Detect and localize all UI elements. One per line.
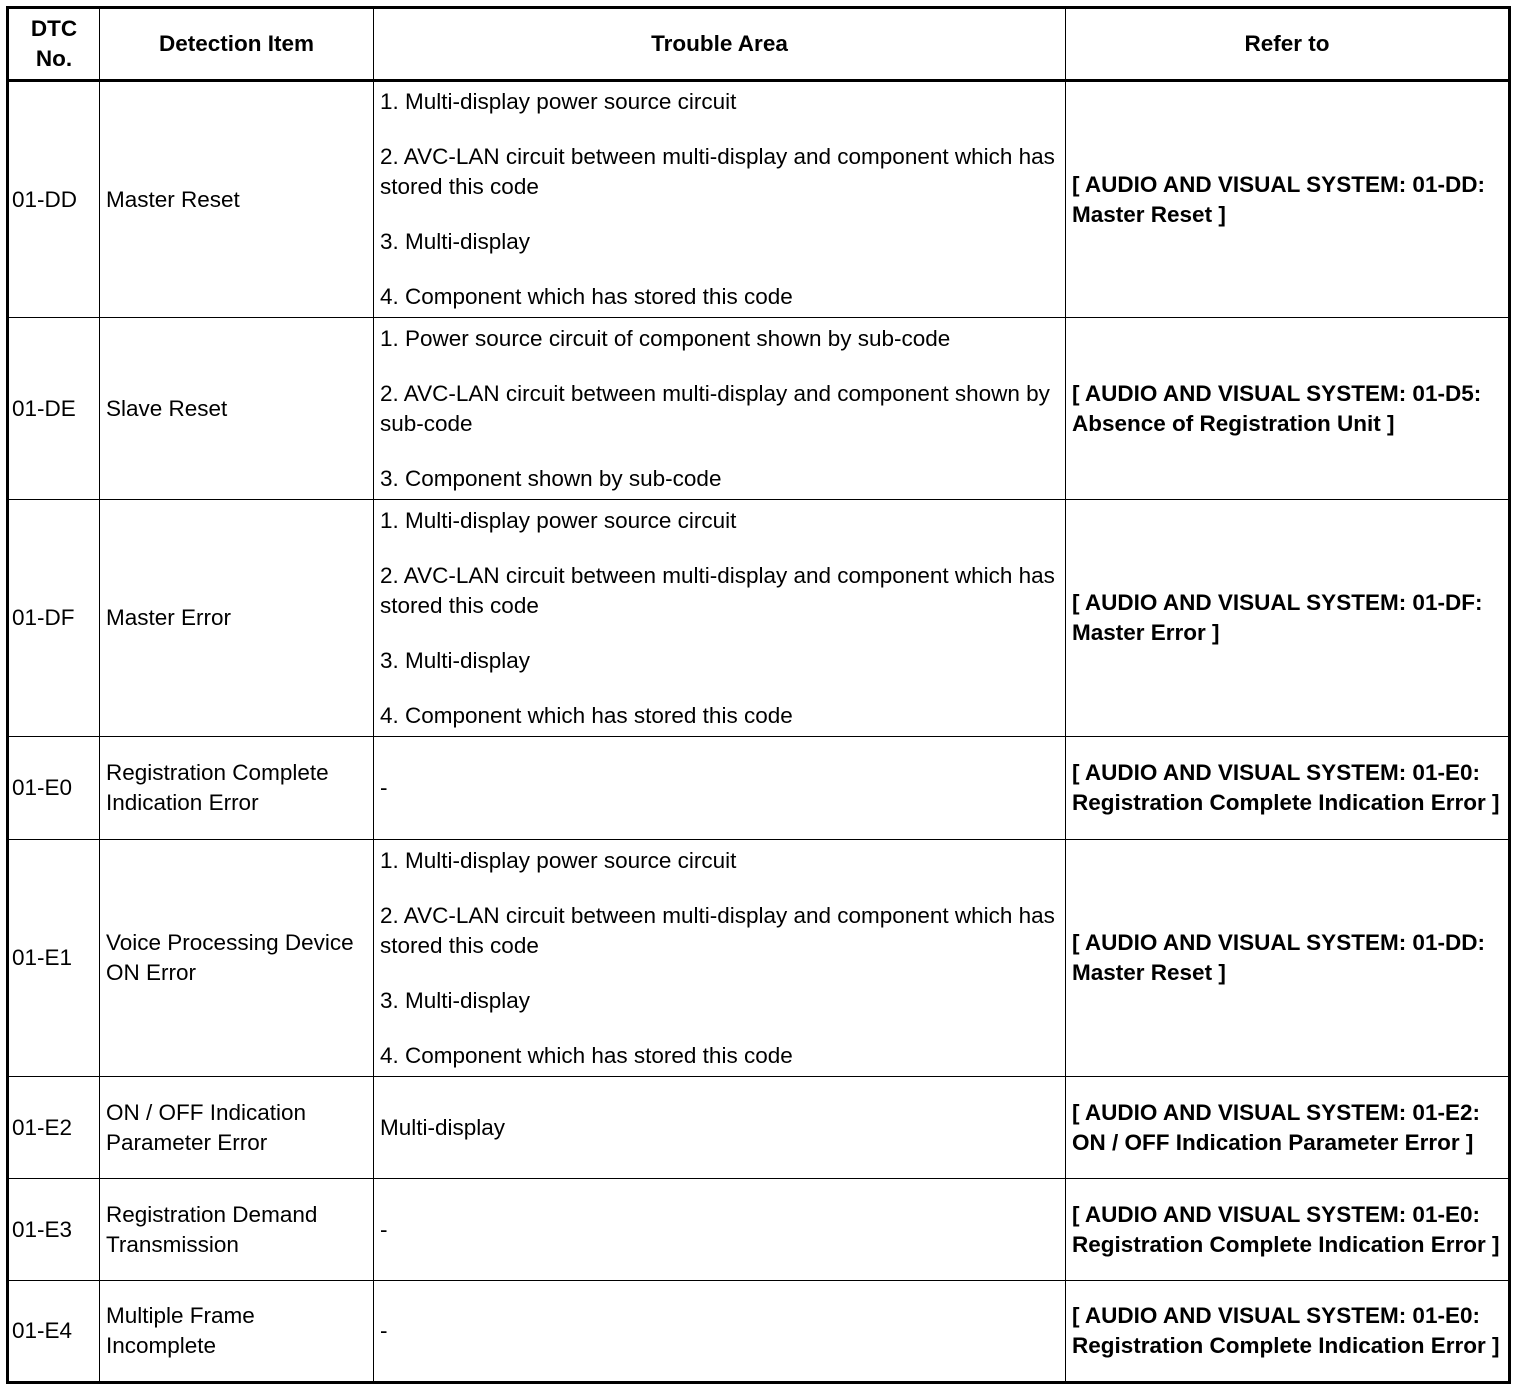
detection-item-cell: Registration Demand Transmission [100, 1179, 374, 1281]
dtc-number-cell: 01-E0 [8, 737, 100, 840]
trouble-area-item: 1. Multi-display power source circuit [380, 507, 737, 533]
detection-item-cell: ON / OFF Indication Parameter Error [100, 1077, 374, 1179]
trouble-area-item: 3. Component shown by sub-code [380, 465, 722, 491]
trouble-area-item: 4. Component which has stored this code [380, 1042, 793, 1068]
refer-to-link[interactable]: [ AUDIO AND VISUAL SYSTEM: 01-E2: ON / OFF Indication Parameter Error ] [1066, 1077, 1510, 1179]
refer-to-link[interactable]: [ AUDIO AND VISUAL SYSTEM: 01-DD: Master Reset ] [1066, 81, 1510, 318]
trouble-area-item: 4. Component which has stored this code [380, 284, 793, 309]
trouble-area-item: 1. Multi-display power source circuit [380, 89, 737, 114]
dtc-number-cell: 01-DF [8, 500, 100, 737]
detection-item-cell: Master Error [100, 500, 374, 737]
trouble-area-item: 2. AVC-LAN circuit between multi-display and component which has stored this code [380, 902, 1055, 958]
table-row [8, 500, 1510, 737]
trouble-area-item: - [380, 1216, 388, 1242]
trouble-area-item: 2. AVC-LAN circuit between multi-display and component shown by sub-code [380, 380, 1050, 436]
detection-item-cell: Master Reset [100, 81, 374, 318]
refer-to-link[interactable]: [ AUDIO AND VISUAL SYSTEM: 01-DF: Master Error ] [1066, 500, 1510, 737]
trouble-area-item: Multi-display [380, 1114, 506, 1140]
trouble-area-item: 1. Multi-display power source circuit [380, 847, 737, 873]
detection-item-cell: Multiple Frame Incomplete [100, 1281, 374, 1383]
refer-to-link[interactable]: [ AUDIO AND VISUAL SYSTEM: 01-E0: Registration Complete Indication Error ] [1066, 1281, 1510, 1383]
table-row [8, 840, 1510, 1077]
trouble-area-item: 4. Component which has stored this code [380, 702, 793, 728]
header-row [8, 8, 1510, 81]
table-row [8, 81, 1510, 318]
trouble-area-cell [374, 1077, 1066, 1179]
dtc-number-cell: 01-E3 [8, 1179, 100, 1281]
trouble-area-item: 3. Multi-display [380, 987, 531, 1013]
trouble-area-cell [374, 318, 1066, 500]
dtc-number-cell: 01-E4 [8, 1281, 100, 1383]
header-dtc-no: DTC No. [8, 8, 100, 81]
dtc-number-cell: 01-DE [8, 318, 100, 500]
trouble-area-item: - [380, 775, 388, 800]
refer-to-link[interactable]: [ AUDIO AND VISUAL SYSTEM: 01-E0: Registration Complete Indication Error ] [1066, 1179, 1510, 1281]
dtc-number-cell: 01-DD [8, 81, 100, 318]
dtc-number-cell: 01-E1 [8, 840, 100, 1077]
table-row [8, 1077, 1510, 1179]
table-row [8, 1179, 1510, 1281]
trouble-area-item: 1. Power source circuit of component shown by sub-code [380, 325, 951, 351]
trouble-area-item: 3. Multi-display [380, 229, 531, 254]
header-trouble-area: Trouble Area [374, 8, 1066, 81]
trouble-area-cell [374, 500, 1066, 737]
trouble-area-cell [374, 1281, 1066, 1383]
detection-item-cell: Voice Processing Device ON Error [100, 840, 374, 1077]
trouble-area-item: - [380, 1318, 388, 1343]
dtc-table [6, 6, 1511, 1384]
table-row [8, 318, 1510, 500]
refer-to-link[interactable]: [ AUDIO AND VISUAL SYSTEM: 01-D5: Absence of Registration Unit ] [1066, 318, 1510, 500]
dtc-number-cell: 01-E2 [8, 1077, 100, 1179]
trouble-area-item: 3. Multi-display [380, 647, 531, 673]
refer-to-link[interactable]: [ AUDIO AND VISUAL SYSTEM: 01-E0: Registration Complete Indication Error ] [1066, 737, 1510, 840]
trouble-area-cell [374, 81, 1066, 318]
table-body [8, 81, 1510, 1383]
table-row [8, 1281, 1510, 1383]
trouble-area-cell [374, 737, 1066, 840]
trouble-area-cell [374, 1179, 1066, 1281]
table-row [8, 737, 1510, 840]
trouble-area-item: 2. AVC-LAN circuit between multi-display and component which has stored this code [380, 562, 1055, 618]
detection-item-cell: Slave Reset [100, 318, 374, 500]
header-detection-item: Detection Item [100, 8, 374, 81]
header-refer-to: Refer to [1066, 8, 1510, 81]
refer-to-link[interactable]: [ AUDIO AND VISUAL SYSTEM: 01-DD: Master Reset ] [1066, 840, 1510, 1077]
trouble-area-cell [374, 840, 1066, 1077]
trouble-area-item: 2. AVC-LAN circuit between multi-display and component which has stored this code [380, 144, 1055, 199]
detection-item-cell: Registration Complete Indication Error [100, 737, 374, 840]
